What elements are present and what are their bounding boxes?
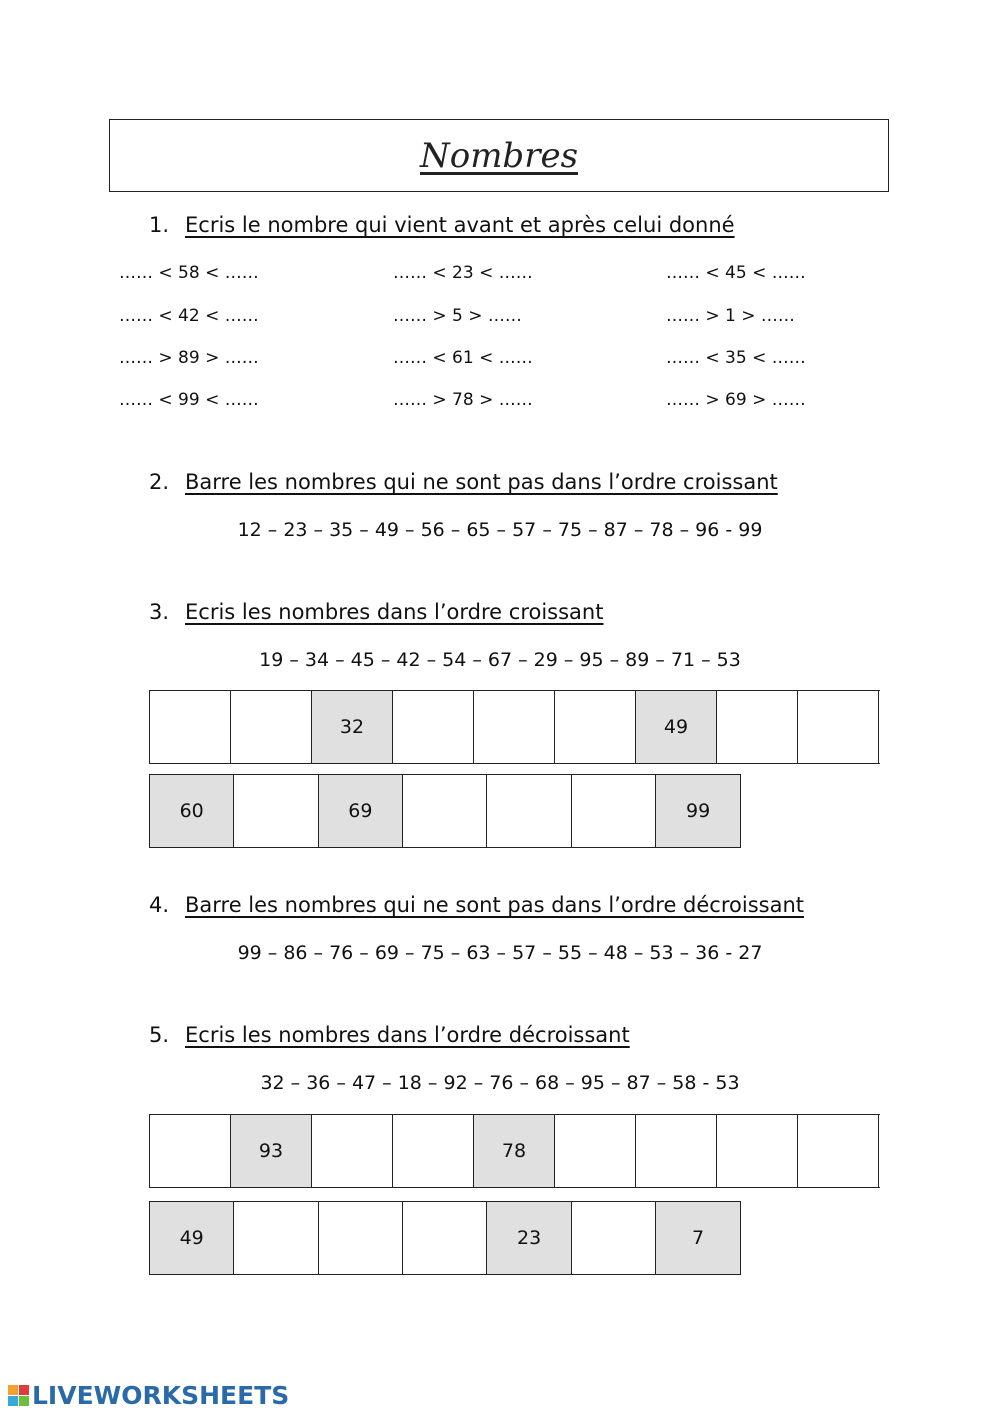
number-sequence: 32 – 36 – 47 – 18 – 92 – 76 – 68 – 95 – 87 – 58 - 53 xyxy=(260,1072,740,1094)
section-2-heading xyxy=(149,470,778,494)
answer-box[interactable] xyxy=(798,1115,879,1187)
comparison-item[interactable]: …… > 69 > …… xyxy=(666,390,806,410)
answer-box[interactable] xyxy=(403,1202,487,1274)
answer-box[interactable] xyxy=(717,691,798,763)
answer-box[interactable] xyxy=(150,691,231,763)
answer-box[interactable] xyxy=(231,691,312,763)
section-title: Barre les nombres qui ne sont pas dans l’ordre décroissant xyxy=(185,893,804,917)
given-number-box: 69 xyxy=(319,775,403,847)
section-number: 1. xyxy=(149,213,170,237)
answer-box[interactable] xyxy=(572,775,656,847)
logo-square xyxy=(8,1385,18,1395)
title-box xyxy=(109,119,889,192)
answer-box[interactable] xyxy=(572,1202,656,1274)
section-number: 2. xyxy=(149,470,170,494)
page-title: Nombres xyxy=(419,135,579,176)
comparison-item[interactable]: …… < 42 < …… xyxy=(119,306,259,326)
answer-row-1 xyxy=(149,690,880,764)
comparison-item[interactable]: …… > 1 > …… xyxy=(666,306,795,326)
number-sequence[interactable]: 99 – 86 – 76 – 69 – 75 – 63 – 57 – 55 – 48 – 53 – 36 - 27 xyxy=(237,942,763,964)
given-number-box: 49 xyxy=(636,691,717,763)
answer-box[interactable] xyxy=(555,691,636,763)
comparison-item[interactable]: …… > 89 > …… xyxy=(119,348,259,368)
liveworksheets-logo xyxy=(8,1381,289,1410)
comparison-item[interactable]: …… > 78 > …… xyxy=(393,390,533,410)
given-number-box: 7 xyxy=(656,1202,741,1274)
comparison-item[interactable]: …… < 45 < …… xyxy=(666,263,806,283)
answer-box[interactable] xyxy=(150,1115,231,1187)
comparison-item[interactable]: …… > 5 > …… xyxy=(393,306,522,326)
logo-square xyxy=(8,1396,18,1406)
section-5-heading xyxy=(149,1023,630,1047)
section-title: Ecris les nombres dans l’ordre croissant xyxy=(185,600,604,624)
section-title: Barre les nombres qui ne sont pas dans l’ordre croissant xyxy=(185,470,778,494)
answer-box[interactable] xyxy=(474,691,555,763)
answer-box[interactable] xyxy=(234,775,318,847)
logo-squares-icon xyxy=(8,1385,29,1406)
comparison-item[interactable]: …… < 99 < …… xyxy=(119,390,259,410)
answer-box[interactable] xyxy=(636,1115,717,1187)
given-number-box: 60 xyxy=(150,775,234,847)
answer-box[interactable] xyxy=(393,1115,474,1187)
section-1-heading xyxy=(149,213,735,237)
logo-square xyxy=(19,1396,29,1406)
comparison-item[interactable]: …… < 61 < …… xyxy=(393,348,533,368)
section-4-heading xyxy=(149,893,804,917)
given-number-box: 32 xyxy=(312,691,393,763)
comparison-item[interactable]: …… < 35 < …… xyxy=(666,348,806,368)
answer-box[interactable] xyxy=(234,1202,318,1274)
answer-row-2 xyxy=(149,1201,741,1275)
answer-box[interactable] xyxy=(403,775,487,847)
given-number-box: 99 xyxy=(656,775,741,847)
number-sequence: 19 – 34 – 45 – 42 – 54 – 67 – 29 – 95 – 89 – 71 – 53 xyxy=(259,649,741,671)
answer-box[interactable] xyxy=(393,691,474,763)
given-number-box: 93 xyxy=(231,1115,312,1187)
comparison-item[interactable]: …… < 58 < …… xyxy=(119,263,259,283)
number-sequence[interactable]: 12 – 23 – 35 – 49 – 56 – 65 – 57 – 75 – 87 – 78 – 96 - 99 xyxy=(237,519,763,541)
given-number-box: 23 xyxy=(487,1202,571,1274)
section-title: Ecris le nombre qui vient avant et après celui donné xyxy=(185,213,735,237)
section-number: 4. xyxy=(149,893,170,917)
section-3-heading xyxy=(149,600,603,624)
answer-box[interactable] xyxy=(312,1115,393,1187)
logo-square xyxy=(19,1385,29,1395)
answer-box[interactable] xyxy=(487,775,571,847)
given-number-box: 49 xyxy=(150,1202,234,1274)
logo-text: LIVEWORKSHEETS xyxy=(32,1381,290,1410)
comparison-item[interactable]: …… < 23 < …… xyxy=(393,263,533,283)
answer-box[interactable] xyxy=(319,1202,403,1274)
answer-row-1 xyxy=(149,1114,880,1188)
answer-row-2 xyxy=(149,774,741,848)
section-number: 3. xyxy=(149,600,170,624)
answer-box[interactable] xyxy=(555,1115,636,1187)
given-number-box: 78 xyxy=(474,1115,555,1187)
answer-box[interactable] xyxy=(798,691,879,763)
section-number: 5. xyxy=(149,1023,170,1047)
section-title: Ecris les nombres dans l’ordre décroissant xyxy=(185,1023,630,1047)
answer-box[interactable] xyxy=(717,1115,798,1187)
